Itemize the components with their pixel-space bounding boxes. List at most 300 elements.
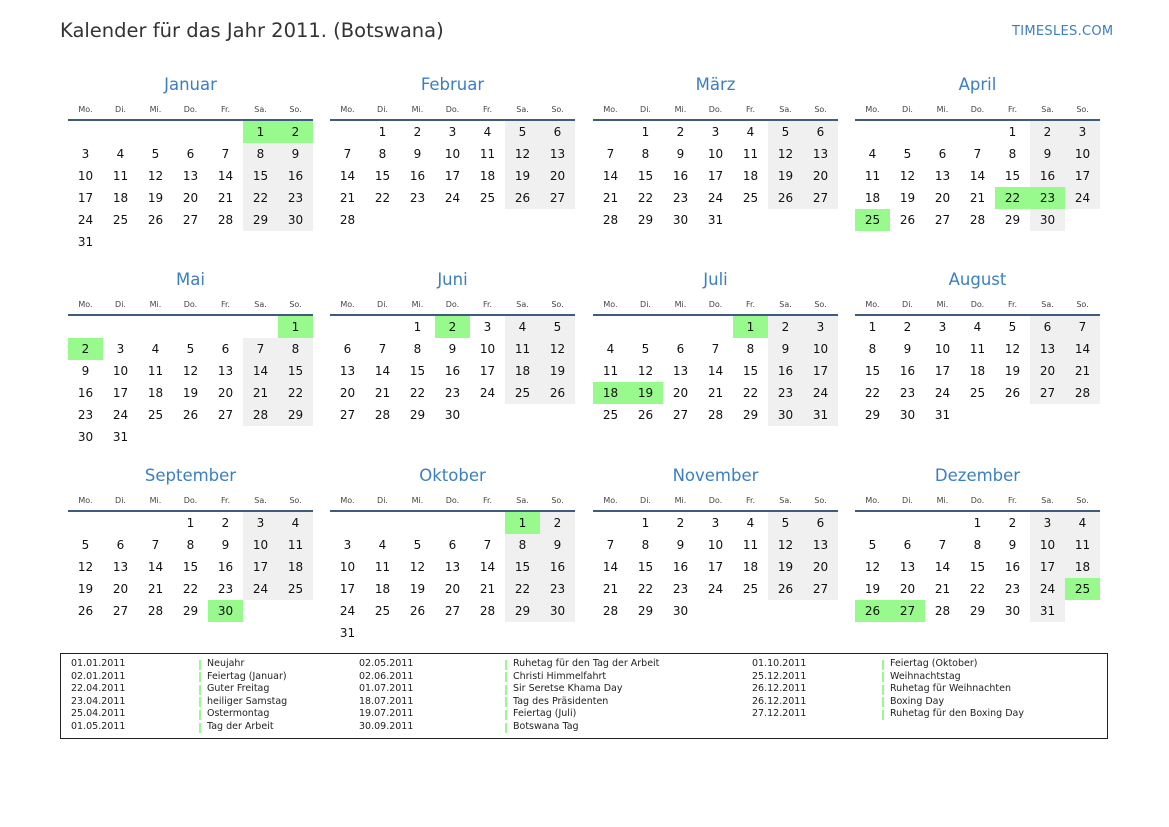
day-cell: 17: [803, 360, 838, 382]
weekday-header: Sa.: [516, 105, 529, 114]
legend-holiday-name: Feiertag (Januar): [207, 670, 287, 682]
day-cell: 16: [409, 169, 426, 183]
day-cell: 1: [641, 516, 650, 530]
weekday-header: Fr.: [220, 300, 231, 309]
day-cell: 14: [602, 169, 619, 183]
brand-link[interactable]: TIMESLES.COM: [1012, 24, 1114, 39]
day-cell: 17: [1065, 165, 1100, 187]
legend-holiday-name: Guter Freitag: [207, 683, 270, 695]
weekday-header: Sa.: [779, 105, 792, 114]
day-cell: 24: [1030, 578, 1065, 600]
weekday-header: Di.: [902, 496, 913, 505]
weekday-header: Do.: [708, 105, 723, 114]
day-cell: 26: [147, 213, 164, 227]
day-cell: 5: [505, 121, 540, 143]
day-cell: 29: [182, 604, 199, 618]
day-cell: 2: [1008, 516, 1017, 530]
weekday-header: Di.: [115, 105, 126, 114]
weekday-header: Fr.: [1007, 300, 1018, 309]
legend-date: 26.12.2011: [752, 683, 807, 695]
day-cell: 3: [483, 320, 492, 334]
day-cell: 14: [243, 360, 278, 382]
weekday-header: Fr.: [1007, 496, 1018, 505]
day-cell: 12: [768, 534, 803, 556]
day-cell: 11: [1065, 534, 1100, 556]
day-cell: 5: [151, 147, 160, 161]
day-cell: 13: [803, 143, 838, 165]
weekday-header: Mi.: [149, 300, 162, 309]
day-cell: 29: [969, 604, 986, 618]
day-cell: 23: [672, 582, 689, 596]
day-cell: 20: [899, 582, 916, 596]
day-cell: 11: [969, 342, 986, 356]
holiday-cell: 2: [435, 316, 470, 338]
day-cell: 30: [540, 600, 575, 622]
weekday-header: So.: [814, 300, 827, 309]
day-cell: 27: [112, 604, 129, 618]
day-cell: 9: [278, 143, 313, 165]
legend-date: 02.01.2011: [71, 670, 126, 682]
day-cell: 17: [339, 582, 356, 596]
legend-date: 01.07.2011: [359, 683, 414, 695]
day-cell: 21: [934, 582, 951, 596]
day-cell: 6: [1030, 316, 1065, 338]
day-cell: 1: [1008, 125, 1017, 139]
day-cell: 24: [112, 408, 129, 422]
day-cell: 22: [969, 582, 986, 596]
day-cell: 19: [505, 165, 540, 187]
day-cell: 6: [803, 121, 838, 143]
day-cell: 30: [768, 404, 803, 426]
day-cell: 7: [973, 147, 982, 161]
day-cell: 14: [374, 364, 391, 378]
legend-date: 26.12.2011: [752, 695, 807, 707]
legend-date: 22.04.2011: [71, 683, 126, 695]
day-cell: 28: [707, 408, 724, 422]
day-cell: 3: [938, 320, 947, 334]
day-cell: 14: [602, 560, 619, 574]
day-cell: 26: [1004, 386, 1021, 400]
day-cell: 15: [243, 165, 278, 187]
legend-holiday-name: Christi Himmelfahrt: [513, 670, 607, 682]
day-cell: 5: [81, 538, 90, 552]
day-cell: 17: [77, 191, 94, 205]
day-cell: 10: [1065, 143, 1100, 165]
day-cell: 23: [672, 191, 689, 205]
day-cell: 14: [707, 364, 724, 378]
day-cell: 2: [413, 125, 422, 139]
day-cell: 28: [217, 213, 234, 227]
day-cell: 6: [803, 512, 838, 534]
holiday-cell: 25: [1065, 578, 1100, 600]
day-cell: 7: [483, 538, 492, 552]
holiday-cell: 1: [733, 316, 768, 338]
day-cell: 29: [742, 408, 759, 422]
day-cell: 3: [448, 125, 457, 139]
day-cell: 10: [1030, 534, 1065, 556]
day-cell: 19: [409, 582, 426, 596]
day-cell: 3: [711, 516, 720, 530]
day-cell: 18: [742, 169, 759, 183]
legend-holiday-name: Boxing Day: [890, 695, 945, 707]
legend-holiday-name: Ostermontag: [207, 708, 270, 720]
weekday-header: So.: [814, 105, 827, 114]
day-cell: 8: [505, 534, 540, 556]
day-cell: 20: [803, 556, 838, 578]
weekday-header: Mo.: [340, 496, 355, 505]
day-cell: 16: [540, 556, 575, 578]
day-cell: 20: [803, 165, 838, 187]
day-cell: 22: [374, 191, 391, 205]
day-cell: 31: [1030, 600, 1065, 622]
day-cell: 22: [182, 582, 199, 596]
day-cell: 26: [182, 408, 199, 422]
weekday-header: Fr.: [220, 105, 231, 114]
day-cell: 3: [1030, 512, 1065, 534]
day-cell: 28: [339, 213, 356, 227]
day-cell: 24: [77, 213, 94, 227]
day-cell: 28: [1065, 382, 1100, 404]
day-cell: 14: [339, 169, 356, 183]
day-cell: 10: [934, 342, 951, 356]
day-cell: 6: [221, 342, 230, 356]
day-cell: 20: [540, 165, 575, 187]
day-cell: 20: [112, 582, 129, 596]
day-cell: 5: [1008, 320, 1017, 334]
day-cell: 27: [803, 187, 838, 209]
holiday-cell: 30: [208, 600, 243, 622]
legend-marker: [882, 685, 884, 695]
weekday-header: Mo.: [603, 105, 618, 114]
day-cell: 10: [243, 534, 278, 556]
day-cell: 30: [444, 408, 461, 422]
weekday-header: Fr.: [745, 496, 756, 505]
day-cell: 22: [864, 386, 881, 400]
weekday-header: Sa.: [1041, 105, 1054, 114]
day-cell: 9: [903, 342, 912, 356]
day-cell: 9: [413, 147, 422, 161]
day-cell: 7: [1065, 316, 1100, 338]
day-cell: 4: [746, 516, 755, 530]
weekday-header: Mi.: [411, 105, 424, 114]
day-cell: 7: [378, 342, 387, 356]
day-cell: 26: [505, 187, 540, 209]
day-cell: 26: [768, 187, 803, 209]
day-cell: 9: [1008, 538, 1017, 552]
day-cell: 19: [768, 165, 803, 187]
day-cell: 5: [186, 342, 195, 356]
day-cell: 9: [448, 342, 457, 356]
day-cell: 20: [672, 386, 689, 400]
day-cell: 27: [803, 578, 838, 600]
legend-holiday-name: Ruhetag für Weihnachten: [890, 683, 1011, 695]
day-cell: 20: [339, 386, 356, 400]
legend-date: 01.01.2011: [71, 658, 126, 669]
day-cell: 23: [217, 582, 234, 596]
day-cell: 4: [746, 125, 755, 139]
day-cell: 6: [186, 147, 195, 161]
day-cell: 28: [969, 213, 986, 227]
day-cell: 3: [116, 342, 125, 356]
day-cell: 18: [864, 191, 881, 205]
day-cell: 3: [711, 125, 720, 139]
day-cell: 19: [899, 191, 916, 205]
day-cell: 8: [243, 143, 278, 165]
weekday-header: Sa.: [254, 496, 267, 505]
day-cell: 18: [505, 360, 540, 382]
weekday-header: Di.: [640, 300, 651, 309]
day-cell: 7: [343, 147, 352, 161]
day-cell: 20: [934, 191, 951, 205]
day-cell: 11: [505, 338, 540, 360]
weekday-header: Di.: [640, 496, 651, 505]
day-cell: 19: [182, 386, 199, 400]
day-cell: 8: [868, 342, 877, 356]
day-cell: 23: [768, 382, 803, 404]
day-cell: 23: [899, 386, 916, 400]
day-cell: 24: [479, 386, 496, 400]
day-cell: 11: [479, 147, 496, 161]
weekday-header: Do.: [708, 496, 723, 505]
day-cell: 31: [934, 408, 951, 422]
weekday-header: Fr.: [745, 105, 756, 114]
holiday-cell: 27: [890, 600, 925, 622]
day-cell: 10: [707, 538, 724, 552]
day-cell: 10: [339, 560, 356, 574]
legend-marker: [505, 723, 507, 733]
month-name: Juni: [437, 270, 468, 289]
day-cell: 27: [540, 187, 575, 209]
day-cell: 28: [602, 213, 619, 227]
day-cell: 17: [243, 556, 278, 578]
day-cell: 18: [479, 169, 496, 183]
day-cell: 26: [540, 382, 575, 404]
day-cell: 9: [540, 534, 575, 556]
day-cell: 5: [540, 316, 575, 338]
day-cell: 10: [803, 338, 838, 360]
weekday-header: Fr.: [482, 105, 493, 114]
day-cell: 30: [672, 213, 689, 227]
weekday-header: Mo.: [78, 300, 93, 309]
weekday-header: Di.: [115, 300, 126, 309]
day-cell: 6: [540, 121, 575, 143]
day-cell: 19: [768, 556, 803, 578]
day-cell: 13: [182, 169, 199, 183]
weekday-header: So.: [814, 496, 827, 505]
weekday-header: Do.: [445, 300, 460, 309]
day-cell: 28: [147, 604, 164, 618]
legend-date: 01.10.2011: [752, 658, 807, 669]
day-cell: 6: [343, 342, 352, 356]
day-cell: 9: [676, 147, 685, 161]
day-cell: 25: [969, 386, 986, 400]
day-cell: 22: [278, 382, 313, 404]
weekday-header: Fr.: [745, 300, 756, 309]
day-cell: 16: [899, 364, 916, 378]
day-cell: 9: [768, 338, 803, 360]
legend-date: 25.12.2011: [752, 670, 807, 682]
weekday-header: Mi.: [149, 105, 162, 114]
day-cell: 29: [243, 209, 278, 231]
day-cell: 7: [243, 338, 278, 360]
day-cell: 21: [602, 191, 619, 205]
day-cell: 5: [768, 121, 803, 143]
weekday-header: Sa.: [1041, 496, 1054, 505]
weekday-header: Do.: [183, 300, 198, 309]
day-cell: 8: [641, 538, 650, 552]
day-cell: 17: [707, 169, 724, 183]
legend-holiday-name: heiliger Samstag: [207, 695, 288, 707]
day-cell: 15: [864, 364, 881, 378]
day-cell: 12: [899, 169, 916, 183]
legend-date: 30.09.2011: [359, 721, 414, 732]
legend-marker: [882, 672, 884, 682]
month-name: Dezember: [934, 466, 1021, 485]
weekday-header: So.: [1076, 105, 1089, 114]
weekday-header: Do.: [970, 300, 985, 309]
day-cell: 11: [278, 534, 313, 556]
day-cell: 4: [505, 316, 540, 338]
day-cell: 7: [711, 342, 720, 356]
weekday-header: Mo.: [603, 496, 618, 505]
day-cell: 27: [339, 408, 356, 422]
day-cell: 25: [278, 578, 313, 600]
day-cell: 21: [602, 582, 619, 596]
weekday-header: Sa.: [254, 105, 267, 114]
weekday-header: Di.: [377, 105, 388, 114]
day-cell: 14: [147, 560, 164, 574]
legend-marker: [199, 685, 201, 695]
day-cell: 6: [676, 342, 685, 356]
day-cell: 28: [374, 408, 391, 422]
day-cell: 18: [742, 560, 759, 574]
day-cell: 7: [606, 147, 615, 161]
weekday-header: Fr.: [1007, 105, 1018, 114]
day-cell: 25: [374, 604, 391, 618]
day-cell: 25: [602, 408, 619, 422]
day-cell: 19: [147, 191, 164, 205]
day-cell: 16: [1030, 165, 1065, 187]
holiday-cell: 26: [855, 600, 890, 622]
day-cell: 5: [868, 538, 877, 552]
day-cell: 12: [77, 560, 94, 574]
day-cell: 1: [378, 125, 387, 139]
weekday-header: Mi.: [149, 496, 162, 505]
day-cell: 14: [934, 560, 951, 574]
day-cell: 17: [934, 364, 951, 378]
day-cell: 24: [707, 191, 724, 205]
day-cell: 8: [1008, 147, 1017, 161]
day-cell: 25: [147, 408, 164, 422]
day-cell: 22: [409, 386, 426, 400]
day-cell: 21: [969, 191, 986, 205]
day-cell: 6: [116, 538, 125, 552]
day-cell: 13: [899, 560, 916, 574]
day-cell: 9: [221, 538, 230, 552]
day-cell: 29: [278, 404, 313, 426]
day-cell: 11: [147, 364, 164, 378]
day-cell: 21: [243, 382, 278, 404]
day-cell: 8: [186, 538, 195, 552]
day-cell: 12: [409, 560, 426, 574]
legend-holiday-name: Weihnachtstag: [890, 670, 961, 682]
day-cell: 21: [1065, 360, 1100, 382]
day-cell: 1: [973, 516, 982, 530]
legend-date: 18.07.2011: [359, 695, 414, 707]
holiday-cell: 1: [243, 121, 278, 143]
day-cell: 1: [868, 320, 877, 334]
day-cell: 9: [1030, 143, 1065, 165]
day-cell: 1: [186, 516, 195, 530]
day-cell: 15: [409, 364, 426, 378]
day-cell: 4: [278, 512, 313, 534]
day-cell: 7: [938, 538, 947, 552]
weekday-header: So.: [551, 496, 564, 505]
weekday-header: Sa.: [1041, 300, 1054, 309]
weekday-header: Sa.: [516, 496, 529, 505]
day-cell: 21: [217, 191, 234, 205]
weekday-header: Mi.: [936, 300, 949, 309]
day-cell: 8: [746, 342, 755, 356]
weekday-header: Mo.: [78, 105, 93, 114]
holiday-cell: 1: [505, 512, 540, 534]
day-cell: 22: [505, 578, 540, 600]
legend-holiday-name: Sir Seretse Khama Day: [513, 683, 623, 695]
day-cell: 17: [112, 386, 129, 400]
day-cell: 24: [444, 191, 461, 205]
day-cell: 8: [641, 147, 650, 161]
day-cell: 29: [409, 408, 426, 422]
day-cell: 12: [864, 560, 881, 574]
weekday-header: Sa.: [254, 300, 267, 309]
day-cell: 16: [444, 364, 461, 378]
legend-marker: [199, 723, 201, 733]
weekday-header: Di.: [115, 496, 126, 505]
day-cell: 17: [1030, 556, 1065, 578]
day-cell: 15: [505, 556, 540, 578]
day-cell: 4: [1065, 512, 1100, 534]
day-cell: 30: [672, 604, 689, 618]
day-cell: 13: [540, 143, 575, 165]
day-cell: 30: [899, 408, 916, 422]
day-cell: 7: [151, 538, 160, 552]
day-cell: 28: [479, 604, 496, 618]
weekday-header: Do.: [445, 496, 460, 505]
day-cell: 26: [77, 604, 94, 618]
day-cell: 10: [112, 364, 129, 378]
day-cell: 24: [707, 582, 724, 596]
day-cell: 2: [676, 125, 685, 139]
day-cell: 12: [1004, 342, 1021, 356]
weekday-header: Do.: [970, 105, 985, 114]
legend-marker: [199, 672, 201, 682]
day-cell: 31: [77, 235, 94, 249]
legend-marker: [505, 697, 507, 707]
weekday-header: Sa.: [516, 300, 529, 309]
day-cell: 28: [602, 604, 619, 618]
day-cell: 23: [540, 578, 575, 600]
day-cell: 12: [505, 143, 540, 165]
legend-marker: [505, 710, 507, 720]
weekday-header: So.: [551, 105, 564, 114]
day-cell: 14: [217, 169, 234, 183]
holiday-legend: [60, 653, 1108, 739]
weekday-header: Mo.: [78, 496, 93, 505]
day-cell: 16: [672, 169, 689, 183]
legend-marker: [882, 697, 884, 707]
day-cell: 16: [77, 386, 94, 400]
day-cell: 11: [742, 538, 759, 552]
